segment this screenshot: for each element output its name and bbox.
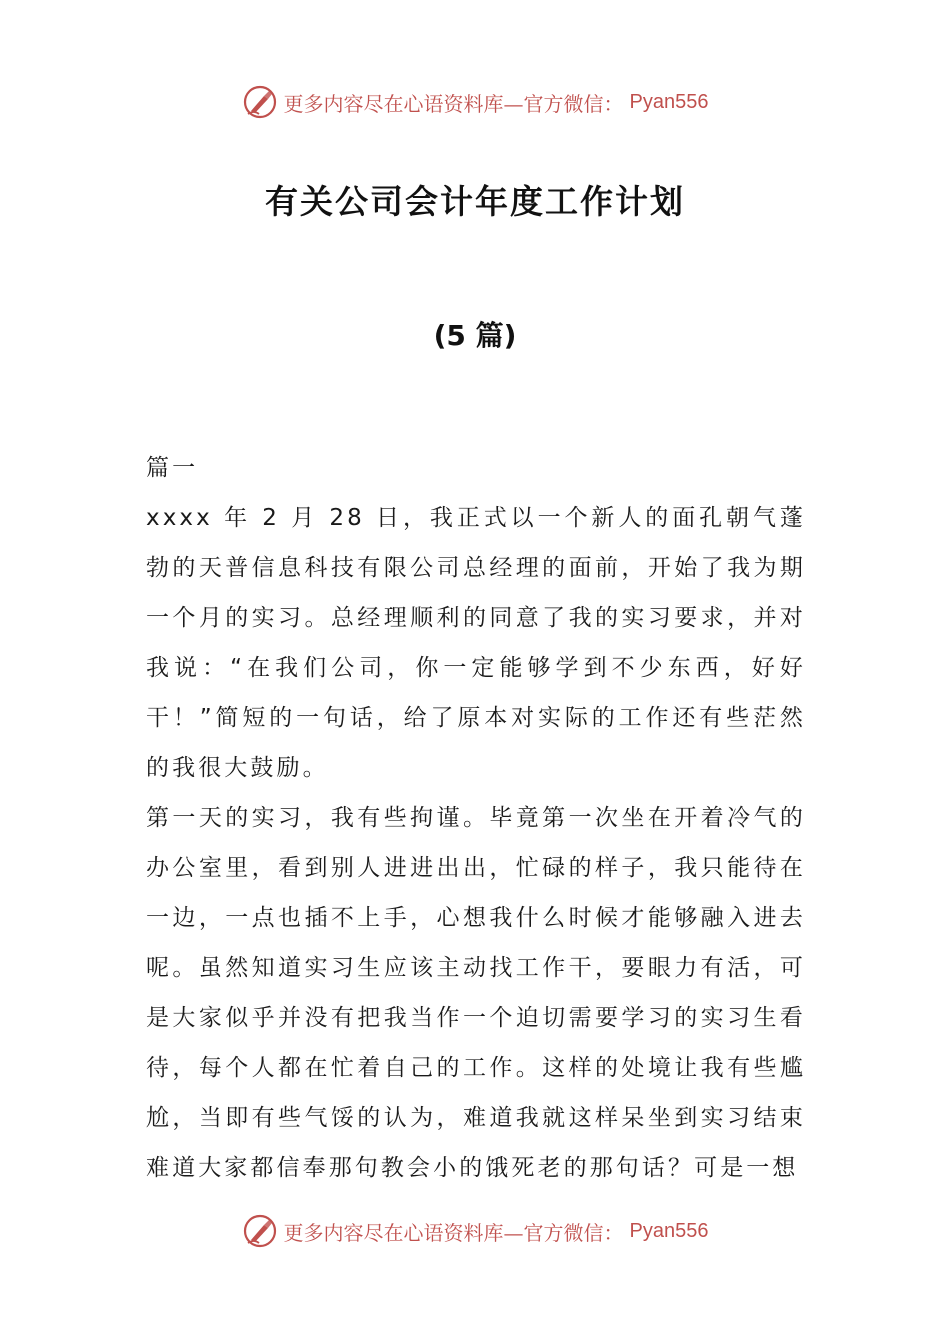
document-title: 有关公司会计年度工作计划 xyxy=(265,182,685,221)
section-heading: 篇一 xyxy=(146,455,199,481)
footer-watermark xyxy=(0,1213,950,1249)
document-body xyxy=(146,443,806,1193)
watermark-handle: Pyan556 xyxy=(629,90,709,113)
pen-logo-icon xyxy=(242,1213,278,1249)
header-watermark xyxy=(0,84,950,120)
paragraph-2: 第一天的实习，我有些拘谨。毕竟第一次坐在开着冷气的办公室里，看到别人进进出出，忙碌的样子，我只能待在一边，一点也插不上手，心想我什么时候才能够融入进去呢。虽然知道实习生应该主动找工作干，要眼力有活，可是大家似乎并没有把我当作一个迫切需要学习的实习生看待，每个人都在忙着自己的工作。这样的处境让我有些尴尬，当即有些气馁的认为，难道我就这样呆坐到实习结束难道大家都信奉那句教会小的饿死老的那句话？可是一想 xyxy=(146,805,806,1181)
watermark-text: 更多内容尽在心语资料库—官方微信： xyxy=(283,91,624,116)
pen-logo-icon xyxy=(242,84,278,120)
watermark-text: 更多内容尽在心语资料库—官方微信： xyxy=(283,1220,624,1245)
paragraph-1: xxxx 年 2 月 28 日，我正式以一个新人的面孔朝气蓬勃的天普信息科技有限公司总经理的面前，开始了我为期一个月的实习。总经理顺利的同意了我的实习要求，并对我说：“在我们公司，你一定能够学到不少东西，好好干！”简短的一句话，给了原本对实际的工作还有些茫然的我很大鼓励。 xyxy=(146,505,806,781)
watermark-handle: Pyan556 xyxy=(629,1219,709,1242)
document-subtitle: (5 篇) xyxy=(433,319,517,352)
